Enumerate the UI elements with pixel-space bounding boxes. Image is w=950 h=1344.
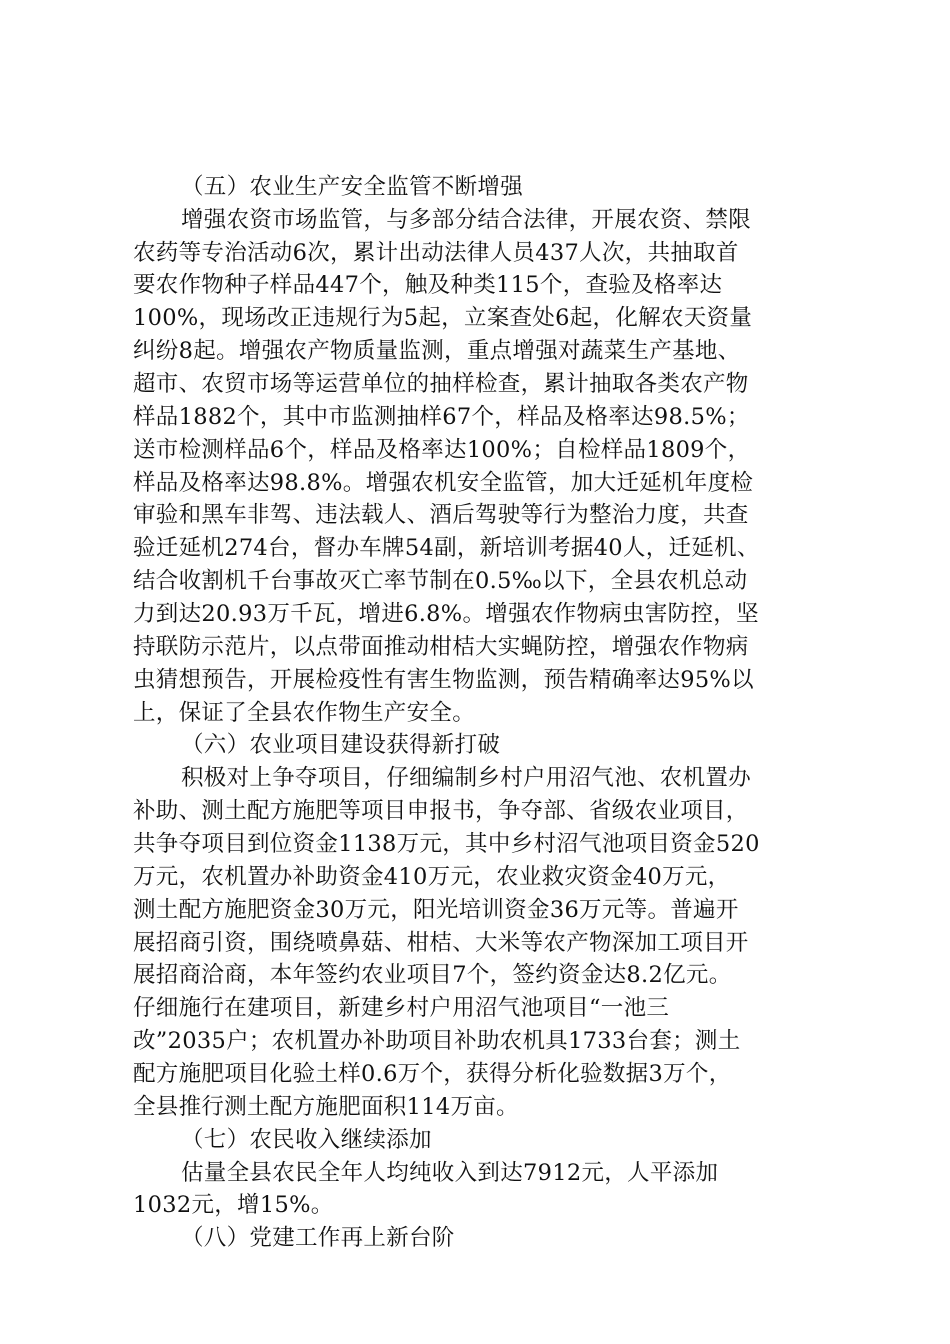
paragraph-line: 验迁延机274台，督办车牌54副，新培训考据40人，迁延机、	[133, 535, 760, 561]
paragraph-line: 测土配方施肥资金30万元，阳光培训资金36万元等。普遍开	[133, 897, 739, 923]
section-heading-5: （五）农业生产安全监管不断增强	[181, 174, 524, 200]
paragraph-line: 送市检测样品6个，样品及格率达100%；自检样品1809个，	[133, 437, 751, 463]
section-heading-8: （八）党建工作再上新台阶	[181, 1225, 455, 1251]
paragraph-line: 样品1882个，其中市监测抽样67个，样品及格率达98.5%；	[133, 404, 750, 430]
paragraph-line: 力到达20.93万千瓦，增进6.8%。增强农作物病虫害防控，坚	[133, 601, 759, 627]
paragraph-line: 展招商洽商，本年签约农业项目7个，签约资金达8.2亿元。	[133, 962, 732, 988]
paragraph-line: 纠纷8起。增强农产物质量监测，重点增强对蔬菜生产基地、	[133, 338, 741, 364]
section-heading-7: （七）农民收入继续添加	[181, 1127, 432, 1153]
paragraph-line: 持联防示范片，以点带面推动柑桔大实蝇防控，增强农作物病	[133, 634, 749, 660]
paragraph-line: 增强农资市场监管，与多部分结合法律，开展农资、禁限	[181, 207, 752, 233]
section-heading-6: （六）农业项目建设获得新打破	[181, 732, 501, 758]
paragraph-line: 结合收割机千台事故灭亡率节制在0.5‰以下，全县农机总动	[133, 568, 748, 594]
paragraph-line: 样品及格率达98.8%。增强农机安全监管，加大迁延机年度检	[133, 470, 754, 496]
paragraph-line: 超市、农贸市场等运营单位的抽样检查，累计抽取各类农产物	[133, 371, 749, 397]
paragraph-line: 补助、测土配方施肥等项目申报书，争夺部、省级农业项目，	[133, 798, 749, 824]
paragraph-line: 共争夺项目到位资金1138万元，其中乡村沼气池项目资金520	[133, 831, 760, 857]
paragraph-line: 全县推行测土配方施肥面积114万亩。	[133, 1094, 519, 1120]
paragraph-line: 要农作物种子样品447个，触及种类115个，查验及格率达	[133, 272, 723, 298]
paragraph-line: 展招商引资，围绕喷鼻菇、柑桔、大米等农产物深加工项目开	[133, 930, 749, 956]
paragraph-line: 100%，现场改正违规行为5起，立案查处6起，化解农天资量	[133, 305, 753, 331]
paragraph-line: 上，保证了全县农作物生产安全。	[133, 700, 476, 726]
paragraph-line: 审验和黑车非驾、违法载人、酒后驾驶等行为整治力度，共查	[133, 502, 749, 528]
paragraph-line: 估量全县农民全年人均纯收入到达7912元，人平添加	[181, 1160, 719, 1186]
paragraph-line: 万元，农机置办补助资金410万元，农业救灾资金40万元，	[133, 864, 731, 890]
paragraph-line: 1032元，增15%。	[133, 1192, 334, 1218]
paragraph-line: 仔细施行在建项目，新建乡村户用沼气池项目“一池三	[133, 995, 670, 1021]
paragraph-line: 农药等专治活动6次，累计出动法律人员437人次，共抽取首	[133, 240, 739, 266]
paragraph-line: 虫猜想预告，开展检疫性有害生物监测，预告精确率达95%以	[133, 667, 754, 693]
paragraph-line: 改”2035户；农机置办补助项目补助农机具1733台套；测土	[133, 1028, 741, 1054]
paragraph-line: 积极对上争夺项目，仔细编制乡村户用沼气池、农机置办	[181, 765, 752, 791]
paragraph-line: 配方施肥项目化验土样0.6万个，获得分析化验数据3万个，	[133, 1061, 732, 1087]
